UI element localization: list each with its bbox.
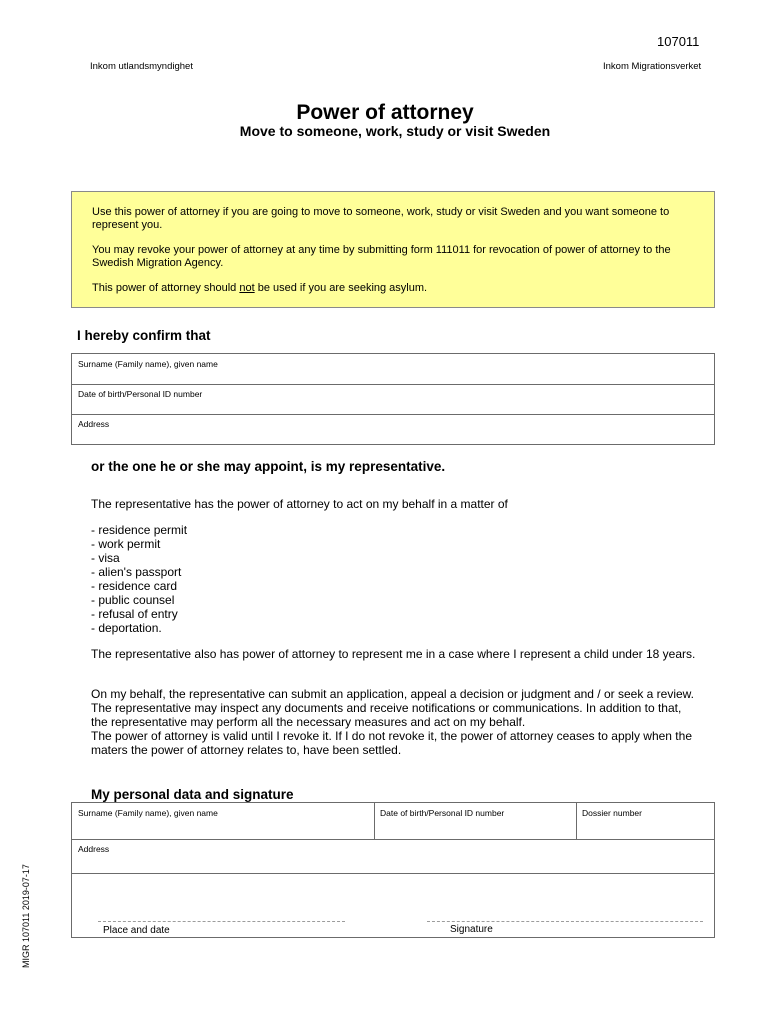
info-paragraph-usage: Use this power of attorney if you are going to move to someone, work, study or visit Sweden and you want someone to represent you.	[92, 206, 670, 231]
list-item: - visa	[91, 551, 120, 565]
principal-dob-field[interactable]	[72, 384, 714, 414]
principal-address-field[interactable]	[72, 414, 714, 444]
signatory-dob-field[interactable]	[374, 803, 576, 839]
info-paragraph-asylum	[92, 282, 694, 295]
list-item: - public counsel	[91, 593, 175, 607]
validity-clause: The power of attorney is valid until I revoke it. If I do not revoke it, the power of attorney ceases to apply when the maters the power of attorney relates to, have been settled.	[91, 729, 692, 757]
info-paragraph-revoke: You may revoke your power of attorney at any time by submitting form 111011 for revocation of power of attorney to the Swedish Migration Agency.	[92, 244, 671, 269]
child-clause: The representative also has power of attorney to represent me in a case where I represent a child under 18 years.	[91, 647, 696, 661]
form-number: 107011	[657, 34, 700, 49]
signatory-dob-label: Date of birth/Personal ID number	[380, 808, 505, 818]
signature-line[interactable]	[427, 921, 703, 922]
behalf-clause: On my behalf, the representative can submit an application, appeal a decision or judgment and / or seek a review. The representative may inspect any documents and receive notifications or communications. In addition to that, the representative may perform all the necessary measures and act on my behalf.	[91, 687, 695, 729]
dossier-number-field[interactable]	[576, 803, 714, 839]
behalf-clause-block	[91, 687, 701, 757]
list-item: - alien's passport	[91, 565, 182, 579]
asylum-not-emphasis: not	[239, 282, 255, 294]
list-item: - work permit	[91, 537, 161, 551]
list-item: - residence permit	[91, 523, 188, 537]
representative-intro: The representative has the power of attorney to act on my behalf in a matter of	[91, 497, 508, 511]
list-item: - deportation.	[91, 621, 162, 635]
principal-details-table	[71, 353, 715, 445]
info-box	[71, 191, 715, 308]
signatory-details-table	[71, 802, 715, 938]
confirm-heading: I hereby confirm that	[77, 328, 211, 343]
principal-name-field[interactable]	[72, 354, 714, 384]
received-stamp-foreign-authority: Inkom utlandsmyndighet	[90, 61, 193, 72]
principal-dob-label: Date of birth/Personal ID number	[78, 389, 203, 399]
signature-row	[72, 873, 714, 937]
matters-list	[91, 523, 187, 635]
page-title: Power of attorney	[296, 101, 474, 124]
principal-address-label: Address	[78, 419, 110, 429]
signatory-name-field[interactable]	[72, 803, 374, 839]
place-date-line[interactable]	[98, 921, 345, 922]
list-item: - refusal of entry	[91, 607, 178, 621]
received-stamp-migration-agency: Inkom Migrationsverket	[603, 61, 702, 72]
dossier-number-label: Dossier number	[582, 808, 642, 818]
place-date-label: Place and date	[103, 925, 170, 936]
signatory-address-label: Address	[78, 844, 110, 854]
asylum-text-end: be used if you are seeking asylum.	[254, 282, 428, 294]
signatory-name-label: Surname (Family name), given name	[78, 808, 218, 818]
representative-heading: or the one he or she may appoint, is my representative.	[91, 459, 446, 474]
asylum-text-start: This power of attorney should	[92, 282, 240, 294]
page-subtitle: Move to someone, work, study or visit Sweden	[239, 123, 551, 139]
personal-data-heading: My personal data and signature	[91, 787, 294, 802]
signature-label: Signature	[450, 924, 493, 935]
form-version-code: MIGR 107011 2019-07-17	[21, 864, 31, 968]
list-item: - residence card	[91, 579, 178, 593]
signatory-address-field[interactable]	[72, 839, 714, 873]
principal-name-label: Surname (Family name), given name	[78, 359, 218, 369]
